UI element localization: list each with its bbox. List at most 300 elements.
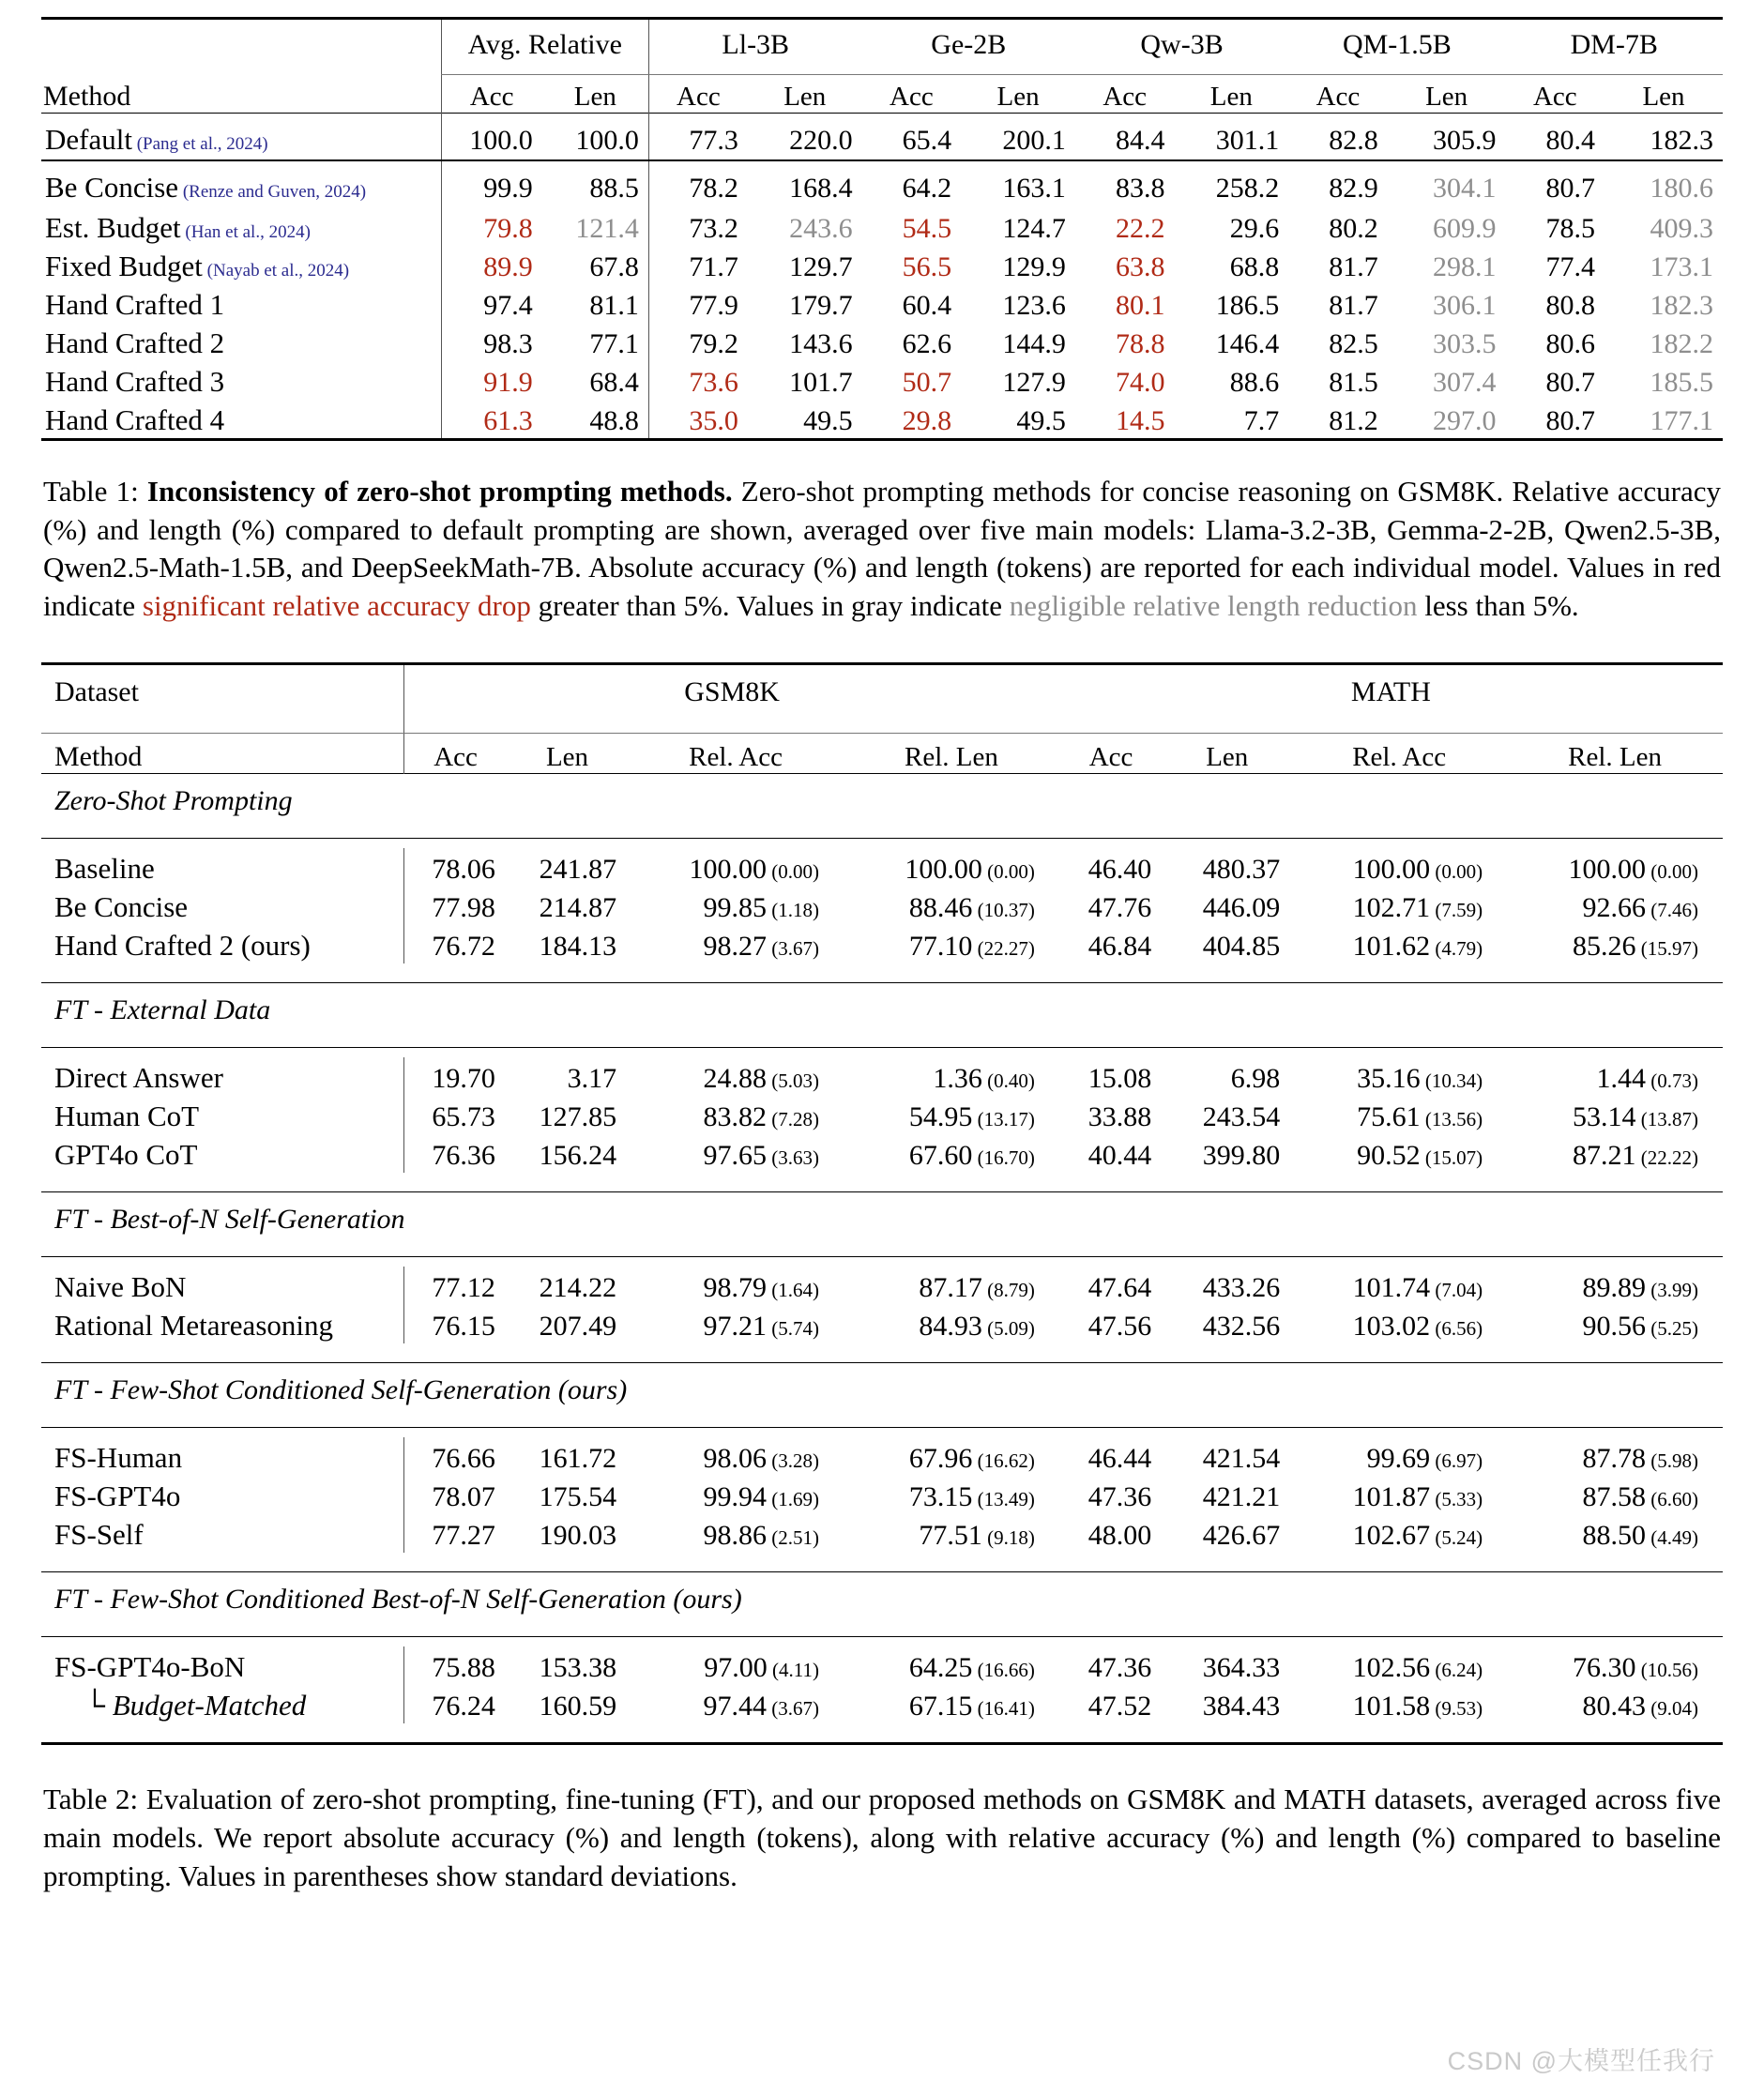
value: 98.27 (703, 931, 767, 963)
table-2-value-cell (507, 1514, 628, 1553)
table-1-value-cell: 68.4 (589, 366, 639, 398)
std-dev: (3.67) (766, 1697, 819, 1721)
table-1-value-cell: 61.3 (441, 402, 542, 440)
value: 241.87 (539, 854, 617, 886)
std-dev: (1.69) (766, 1488, 819, 1511)
table-2-value-cell (1507, 1096, 1723, 1134)
table-2-section-title-row (41, 983, 1723, 1048)
table-1-caption-label: Table 1: (43, 475, 139, 508)
table-1-caption-part1: Zero-shot prompting methods for concise reasoning on GSM8K. Relative accuracy (%) and length (%) compared to default prompting are shown, averaged over five main models: Llama-3.2-3B, Gemma-2-2B, Qwen2.5-3B, Qwen2.5-Math-1.5B, and DeepSeekMath-7B. Absolute accuracy (%) and length (tokens) are reported for each individual model. Values in red indicate (43, 475, 1722, 622)
table-2-value-cell (404, 1437, 507, 1476)
table-2-value-cell (628, 1514, 844, 1553)
value: 101.87 (1352, 1481, 1431, 1513)
group-header-qw-3b: Qw-3B (1140, 29, 1224, 60)
table-row (41, 160, 1723, 209)
table-2-value-cell (1059, 1514, 1163, 1553)
method-name: Default (45, 123, 132, 156)
table-2-section-title-row (41, 1363, 1723, 1428)
value: 76.30 (1573, 1652, 1636, 1684)
table-2-value-cell (1291, 887, 1507, 925)
table-2-value-cell (1291, 1646, 1507, 1685)
value: 40.44 (1087, 1140, 1152, 1172)
table-row (41, 363, 1723, 402)
value: 83.82 (703, 1101, 767, 1133)
std-dev: (5.98) (1646, 1449, 1698, 1473)
value: 100.00 (905, 854, 982, 886)
std-dev: (16.62) (972, 1449, 1035, 1473)
table-2-value-cell (507, 1305, 628, 1343)
table-1-method-cell (41, 402, 441, 440)
value: 48.00 (1087, 1520, 1152, 1552)
table-2-value-cell (507, 925, 628, 964)
table-2-value-cell (844, 1646, 1059, 1685)
table-1-value-cell: 80.4 (1545, 125, 1596, 156)
value: 98.06 (703, 1443, 767, 1475)
table-2-value-cell (1291, 1096, 1507, 1134)
table-2-value-cell (507, 1096, 628, 1134)
subhdr-dm7b-len: Len (1642, 81, 1685, 112)
table-2-group-header-row (41, 664, 1723, 728)
table-2-value-cell (1507, 1476, 1723, 1514)
table-2-value-cell (1291, 848, 1507, 887)
table-2-value-cell (844, 887, 1059, 925)
table-2-value-cell (1059, 1134, 1163, 1173)
table-1-value-cell: 305.9 (1433, 125, 1497, 156)
table-1-value-cell: 79.8 (441, 209, 542, 248)
table-1-value-cell: 14.5 (1115, 404, 1165, 436)
std-dev: (6.60) (1646, 1488, 1698, 1511)
table-2-value-cell (1291, 1514, 1507, 1553)
table-1-caption (43, 473, 1721, 625)
table-2-value-cell (1059, 1267, 1163, 1305)
table-row (41, 1134, 1723, 1173)
table-row (41, 1057, 1723, 1096)
value: 432.56 (1202, 1311, 1281, 1343)
table-2-value-cell (1507, 925, 1723, 964)
table-1-value-cell: 54.5 (902, 212, 952, 244)
std-dev: (16.70) (972, 1146, 1035, 1170)
table-2-value-cell (844, 1476, 1059, 1514)
csdn-watermark: CSDN @大模型任我行 (1447, 2047, 1715, 2075)
table-1-body (41, 114, 1723, 446)
value: 90.56 (1582, 1311, 1646, 1343)
value: 160.59 (539, 1691, 617, 1722)
table-row (41, 402, 1723, 440)
value: 101.58 (1352, 1691, 1431, 1722)
table-1-value-cell: 168.4 (789, 172, 853, 204)
table-2-value-cell (1291, 1267, 1507, 1305)
std-dev: (5.09) (981, 1317, 1035, 1341)
table-1-value-cell: 62.6 (902, 327, 952, 359)
table-2-value-cell (628, 1057, 844, 1096)
table-2-section-rule (41, 1048, 1723, 1058)
std-dev: (16.66) (972, 1659, 1035, 1682)
group-header-avg-relative: Avg. Relative (441, 19, 648, 69)
std-dev: (13.49) (972, 1488, 1035, 1511)
table-1-method-cell (41, 160, 441, 209)
citation[interactable]: (Renze and Guven, 2024) (178, 181, 367, 202)
table-2-value-cell (1059, 1476, 1163, 1514)
method-name: Fixed Budget (45, 249, 203, 282)
value: 153.38 (539, 1652, 617, 1684)
table-2-value-cell (1163, 1134, 1291, 1173)
table-1-value-cell: 78.2 (648, 160, 748, 209)
table-2-value-cell (1059, 1646, 1163, 1685)
value: 75.61 (1357, 1101, 1421, 1133)
table-2-value-cell (844, 1514, 1059, 1553)
table-2-value-cell (1291, 1476, 1507, 1514)
value: 243.54 (1202, 1101, 1281, 1133)
value: 73.15 (908, 1481, 973, 1513)
table-1-value-cell: 99.9 (441, 160, 542, 209)
table-1-value-cell: 182.3 (1650, 289, 1713, 321)
table-1-value-cell: 123.6 (1002, 289, 1066, 321)
table-2-section-title: FT - External Data (54, 994, 271, 1026)
value: 67.15 (908, 1691, 973, 1722)
table-1-value-cell: 49.5 (1016, 404, 1066, 436)
table-1-value-cell: 50.7 (902, 366, 952, 398)
table-2-method-cell: └ Budget-Matched (84, 1689, 307, 1722)
value: 80.43 (1582, 1691, 1646, 1722)
value: 46.44 (1087, 1443, 1152, 1475)
table-1-value-cell: 68.8 (1229, 250, 1280, 282)
table-row (41, 286, 1723, 325)
table-row (41, 114, 1723, 160)
value: 78.07 (432, 1481, 495, 1513)
table-1-value-cell: 97.4 (441, 286, 542, 325)
subhdr-qm15b-acc: Acc (1315, 81, 1361, 112)
table-2-value-cell (1163, 1267, 1291, 1305)
subhdr-qw3b-len: Len (1209, 81, 1253, 112)
subhdr-math-rel-len: Rel. Len (1568, 742, 1662, 773)
table-2-value-cell (1059, 1305, 1163, 1343)
std-dev: (5.03) (766, 1070, 819, 1093)
std-dev: (3.63) (766, 1146, 819, 1170)
table-1-value-cell: 82.9 (1329, 172, 1378, 204)
value: 103.02 (1352, 1311, 1431, 1343)
table-1-method-header: Method (43, 80, 131, 112)
table-1-value-cell: 100.0 (575, 125, 639, 156)
table-2-value-cell (404, 1685, 507, 1723)
value: 99.85 (703, 892, 767, 924)
table-1-value-cell: 73.6 (648, 363, 748, 402)
std-dev: (0.00) (981, 860, 1035, 884)
table-2-bottom-rule (41, 1744, 1723, 1750)
table-1-value-cell: 7.7 (1243, 404, 1280, 436)
table-1-value-cell: 409.3 (1650, 212, 1713, 244)
std-dev: (8.79) (981, 1279, 1035, 1302)
std-dev: (5.24) (1430, 1526, 1483, 1550)
table-1-value-cell: 243.6 (789, 212, 853, 244)
table-2-value-cell (1291, 1685, 1507, 1723)
table-2-value-cell (1507, 1134, 1723, 1173)
table-1-value-cell: 98.3 (441, 325, 542, 363)
citation[interactable]: (Han et al., 2024) (180, 221, 311, 242)
table-1-method-cell (41, 286, 441, 325)
value: 384.43 (1202, 1691, 1281, 1722)
value: 207.49 (539, 1311, 617, 1343)
value: 404.85 (1202, 931, 1281, 963)
std-dev: (6.24) (1430, 1659, 1483, 1682)
table-2-method-cell: GPT4o CoT (54, 1138, 198, 1172)
subhdr-ll3b-len: Len (783, 81, 827, 112)
table-2-section-title: FT - Few-Shot Conditioned Best-of-N Self-Generation (ours) (54, 1584, 742, 1616)
table-1-bottom-rule (41, 440, 1723, 446)
table-2-value-cell (1507, 1437, 1723, 1476)
table-1-value-cell: 88.6 (1229, 366, 1280, 398)
value: 161.72 (539, 1443, 617, 1475)
table-2-value-cell (1163, 1057, 1291, 1096)
table-2-value-cell (1163, 1305, 1291, 1343)
value: 77.12 (432, 1272, 495, 1304)
table-2-value-cell (628, 1305, 844, 1343)
table-2-value-cell (404, 1057, 507, 1096)
value: 100.00 (1352, 854, 1431, 886)
std-dev: (2.51) (766, 1526, 819, 1550)
std-dev: (9.18) (981, 1526, 1035, 1550)
value: 421.21 (1202, 1481, 1281, 1513)
value: 97.44 (703, 1691, 767, 1722)
value: 90.52 (1357, 1140, 1421, 1172)
table-2-value-cell (1291, 925, 1507, 964)
value: 47.76 (1087, 892, 1152, 924)
value: 480.37 (1202, 854, 1281, 886)
table-2-value-cell (844, 1134, 1059, 1173)
table-1-caption-part3: less than 5%. (1417, 588, 1579, 622)
std-dev: (6.56) (1430, 1317, 1483, 1341)
table-2-value-cell (1163, 1476, 1291, 1514)
value: 433.26 (1202, 1272, 1281, 1304)
value: 76.66 (432, 1443, 495, 1475)
value: 100.00 (1568, 854, 1646, 886)
table-2-value-cell (1163, 1646, 1291, 1685)
table-1-value-cell: 609.9 (1433, 212, 1497, 244)
value: 102.67 (1352, 1520, 1431, 1552)
value: 214.87 (539, 892, 617, 924)
table-1-value-cell: 77.3 (648, 114, 748, 160)
group-header-math: MATH (1350, 676, 1431, 708)
table-2-section-spacer (41, 1553, 1723, 1572)
table-2-value-cell (1059, 848, 1163, 887)
table-1-value-cell: 49.5 (803, 404, 853, 436)
table-2-value-cell (1507, 1057, 1723, 1096)
table-1-value-cell: 163.1 (1002, 172, 1066, 204)
table-2-value-cell (404, 925, 507, 964)
std-dev: (0.00) (1430, 860, 1483, 884)
table-2-subheader-row (41, 734, 1723, 774)
table-2-value-cell (404, 1134, 507, 1173)
table-1-value-cell: 35.0 (648, 402, 748, 440)
value: 214.22 (539, 1272, 617, 1304)
table-2-value-cell (1163, 1514, 1291, 1553)
table-row (41, 1476, 1723, 1514)
table-1-value-cell: 82.5 (1329, 327, 1378, 359)
table-1-value-cell: 77.4 (1545, 250, 1596, 282)
table-1-value-cell: 100.0 (441, 114, 542, 160)
table-1-value-cell: 80.2 (1329, 212, 1378, 244)
table-1-value-cell: 258.2 (1215, 172, 1280, 204)
std-dev: (4.79) (1430, 937, 1483, 961)
value: 19.70 (432, 1063, 495, 1095)
std-dev: (1.64) (766, 1279, 819, 1302)
table-2-head (41, 664, 1723, 774)
value: 102.56 (1352, 1652, 1431, 1684)
table-1-value-cell: 127.9 (1002, 366, 1066, 398)
table-2-value-cell (1507, 1267, 1723, 1305)
value: 85.26 (1573, 931, 1636, 963)
table-2-value-cell (507, 1134, 628, 1173)
table-2-section-title: Zero-Shot Prompting (54, 785, 293, 817)
value: 47.52 (1087, 1691, 1152, 1722)
value: 46.40 (1087, 854, 1152, 886)
table-1-head (41, 19, 1723, 114)
subhdr-gsm-rel-acc: Rel. Acc (689, 742, 783, 773)
table-2-method-cell: Baseline (54, 852, 155, 886)
value: 399.80 (1202, 1140, 1281, 1172)
table-1-corner-blank (41, 19, 441, 69)
std-dev: (0.40) (981, 1070, 1035, 1093)
value: 184.13 (539, 931, 617, 963)
method-name: Hand Crafted 2 (45, 326, 225, 359)
std-dev: (0.73) (1646, 1070, 1698, 1093)
table-1-value-cell: 143.6 (789, 327, 853, 359)
table-row (41, 1646, 1723, 1685)
table-1-value-cell: 144.9 (1002, 327, 1066, 359)
table-1-value-cell: 301.1 (1215, 125, 1280, 156)
table-2-value-cell (404, 1476, 507, 1514)
value: 88.46 (908, 892, 973, 924)
value: 87.21 (1573, 1140, 1636, 1172)
table-2-value-cell (628, 1685, 844, 1723)
std-dev: (22.22) (1635, 1146, 1698, 1170)
table-1 (41, 17, 1723, 445)
table-1-value-cell: 129.7 (789, 250, 853, 282)
table-1-method-cell (41, 325, 441, 363)
table-1-value-cell: 304.1 (1433, 172, 1497, 204)
group-header-dm-7b: DM-7B (1570, 29, 1658, 60)
table-2-value-cell (844, 1685, 1059, 1723)
method-name: Hand Crafted 4 (45, 402, 225, 436)
table-2-section-rule (41, 1257, 1723, 1267)
table-2-value-cell (628, 1096, 844, 1134)
method-name: Hand Crafted 1 (45, 287, 225, 321)
value: 76.72 (432, 931, 495, 963)
table-1-value-cell: 78.5 (1545, 212, 1596, 244)
table-2-value-cell (1163, 887, 1291, 925)
table-1-value-cell: 173.1 (1650, 250, 1713, 282)
table-1-value-cell: 124.7 (1002, 212, 1066, 244)
table-1-value-cell: 56.5 (902, 250, 952, 282)
table-2-value-cell (404, 1096, 507, 1134)
table-1-method-cell (41, 209, 441, 248)
table-2-value-cell (628, 887, 844, 925)
value: 175.54 (539, 1481, 617, 1513)
table-1-value-cell: 182.3 (1650, 125, 1713, 156)
std-dev: (1.18) (766, 899, 819, 922)
table-1-value-cell: 81.1 (589, 289, 639, 321)
subhdr-math-acc: Acc (1088, 742, 1133, 773)
table-1-value-cell: 63.8 (1115, 250, 1165, 282)
table-1-value-cell: 29.8 (902, 404, 952, 436)
citation[interactable]: (Pang et al., 2024) (131, 134, 268, 154)
group-header-ll-3b: Ll-3B (648, 19, 861, 69)
table-2-value-cell (1163, 1685, 1291, 1723)
value: 67.60 (908, 1140, 973, 1172)
table-2-value-cell (1163, 848, 1291, 887)
table-1-value-cell: 88.5 (589, 172, 639, 204)
table-1-value-cell: 77.1 (589, 327, 639, 359)
table-1-caption-gray-phrase: negligible relative length reduction (1009, 588, 1418, 622)
value: 87.58 (1582, 1481, 1646, 1513)
subhdr-gsm-acc: Acc (404, 734, 507, 774)
table-2-value-cell (1291, 1437, 1507, 1476)
table-1-value-cell: 82.8 (1329, 125, 1378, 156)
table-1-value-cell: 182.2 (1650, 327, 1713, 359)
table-2-method-cell: Direct Answer (54, 1061, 223, 1095)
std-dev: (5.33) (1430, 1488, 1483, 1511)
group-header-gsm8k: GSM8K (404, 664, 1059, 728)
value: 1.44 (1596, 1063, 1646, 1095)
table-1-value-cell: 67.8 (589, 250, 639, 282)
table-1-caption-red-phrase: significant relative accuracy drop (142, 588, 531, 622)
value: 47.56 (1087, 1311, 1152, 1343)
table-2-value-cell (1059, 1685, 1163, 1723)
citation[interactable]: (Nayab et al., 2024) (202, 260, 350, 281)
table-2-value-cell (1291, 1134, 1507, 1173)
table-1-value-cell: 306.1 (1433, 289, 1497, 321)
table-row (41, 887, 1723, 925)
value: 190.03 (539, 1520, 617, 1552)
table-2-section-title: FT - Best-of-N Self-Generation (54, 1204, 405, 1236)
table-row (41, 209, 1723, 248)
value: 84.93 (919, 1311, 982, 1343)
table-2-value-cell (1507, 887, 1723, 925)
table-2-value-cell (628, 1646, 844, 1685)
value: 99.94 (703, 1481, 767, 1513)
table-2-value-cell (628, 1437, 844, 1476)
table-1-value-cell: 89.9 (441, 248, 542, 286)
table-2-method-cell: FS-Self (54, 1518, 144, 1552)
table-1-value-cell: 101.7 (789, 366, 853, 398)
table-2-method-cell: Hand Crafted 2 (ours) (54, 929, 311, 963)
table-1-value-cell: 80.7 (1545, 366, 1596, 398)
value: 77.51 (919, 1520, 982, 1552)
table-2-value-cell (507, 1646, 628, 1685)
table-1-value-cell: 81.5 (1329, 366, 1378, 398)
value: 446.09 (1202, 892, 1281, 924)
table-2-method-cell: FS-GPT4o-BoN (54, 1650, 246, 1684)
value: 77.98 (432, 892, 495, 924)
table-2-value-cell (1507, 1514, 1723, 1553)
table-2-value-cell (844, 1437, 1059, 1476)
table-2-section-title: FT - Few-Shot Conditioned Self-Generation (ours) (54, 1374, 628, 1406)
std-dev: (0.00) (766, 860, 819, 884)
table-1-value-cell: 179.7 (789, 289, 853, 321)
value: 76.36 (432, 1140, 495, 1172)
subhdr-qm15b-len: Len (1425, 81, 1468, 112)
table-row (41, 1685, 1723, 1723)
table-1-subheader-row (41, 75, 1723, 114)
table-row (41, 1096, 1723, 1134)
value: 87.78 (1582, 1443, 1646, 1475)
value: 47.64 (1087, 1272, 1152, 1304)
value: 75.88 (432, 1652, 495, 1684)
table-1-value-cell: 298.1 (1433, 250, 1497, 282)
table-2-value-cell (404, 1514, 507, 1553)
value: 97.65 (703, 1140, 767, 1172)
std-dev: (10.37) (972, 899, 1035, 922)
table-row (41, 848, 1723, 887)
